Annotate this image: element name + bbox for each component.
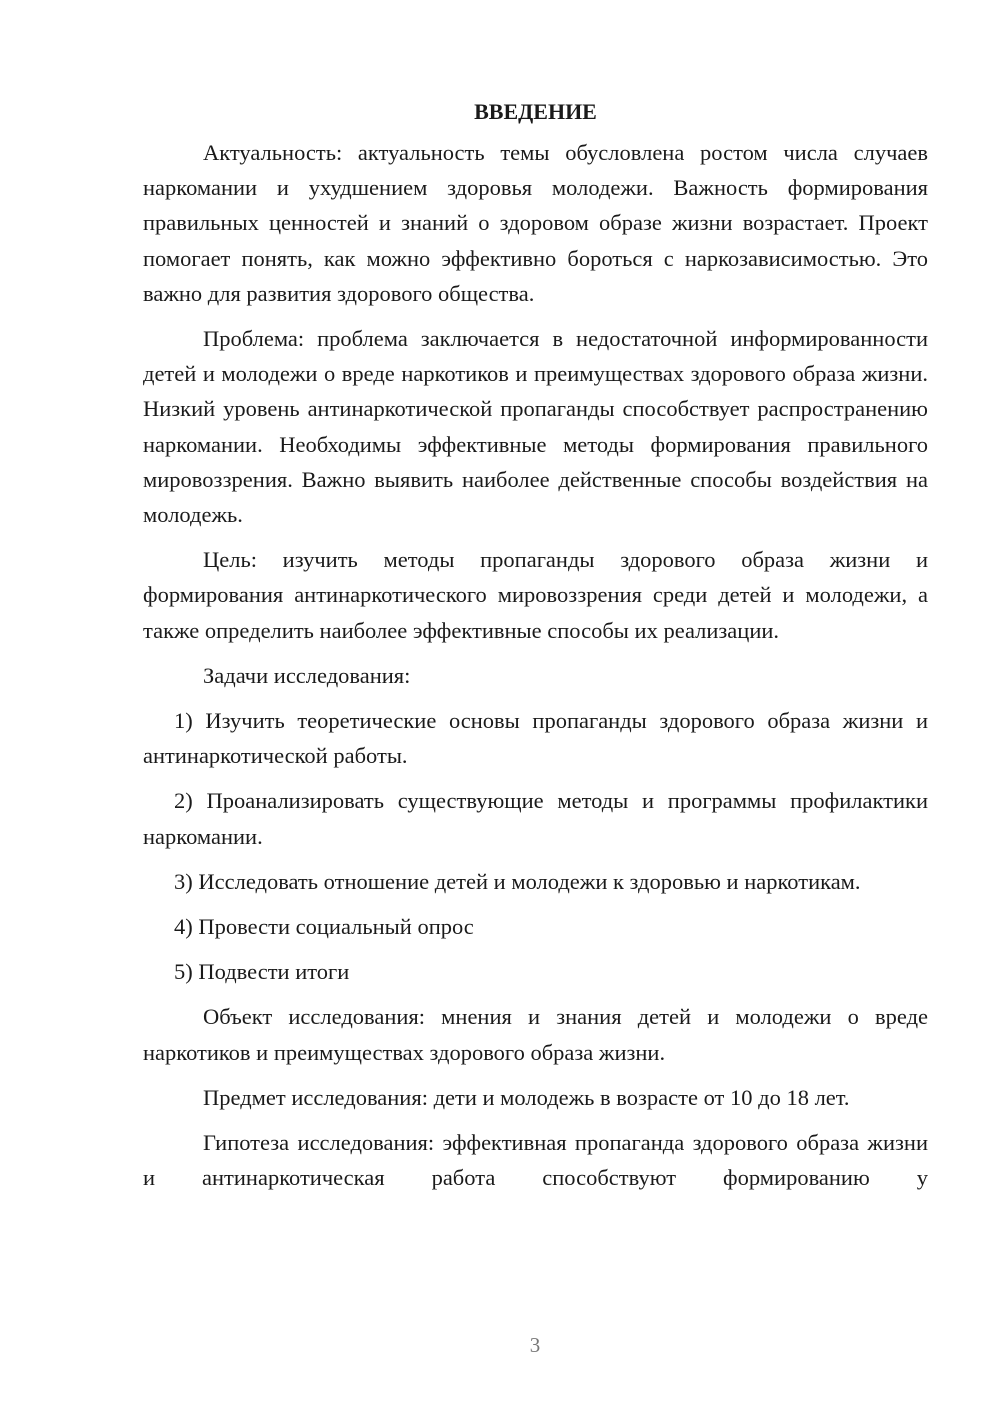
- page-number: 3: [529, 1333, 541, 1357]
- document-page: [143, 94, 928, 1195]
- hypothesis-paragraph: Гипотеза исследования: эффективная пропаганда здорового образа жизни и антинаркотическая работа способствуют формированию у: [143, 1130, 928, 1191]
- task-item-3: 3) Исследовать отношение детей и молодежи к здоровью и наркотикам.: [174, 868, 861, 894]
- subject-paragraph: Предмет исследования: дети и молодежь в возрасте от 10 до 18 лет.: [203, 1084, 850, 1110]
- task-item-2: 2) Проанализировать существующие методы и программы профилактики наркомании.: [143, 788, 928, 849]
- problem-paragraph: Проблема: проблема заключается в недостаточной информированности детей и молодежи о вреде наркотиков и преимуществах здорового образа жизни. Низкий уровень антинаркотической пропаганды способствует распространению наркомании. Необходимы эффективные методы формирования правильного мировоззрения. Важно выявить наиболее действенные способы воздействия на молодежь.: [143, 326, 928, 528]
- tasks-title: Задачи исследования:: [203, 662, 411, 688]
- object-paragraph: Объект исследования: мнения и знания детей и молодежи о вреде наркотиков и преимуществах здорового образа жизни.: [143, 1004, 928, 1065]
- task-item-5: 5) Подвести итоги: [174, 959, 350, 985]
- relevance-paragraph: Актуальность: актуальность темы обусловлена ростом числа случаев наркомании и ухудшением здоровья молодежи. Важность формирования правильных ценностей и знаний о здоровом образе жизни возрастает. Проект помогает понять, как можно эффективно бороться с наркозависимостью. Это важно для развития здорового общества.: [143, 140, 928, 306]
- section-heading: ВВЕДЕНИЕ: [474, 99, 597, 124]
- goal-paragraph: Цель: изучить методы пропаганды здорового образа жизни и формирования антинаркотического мировоззрения среди детей и молодежи, а также определить наиболее эффективные способы их реализации.: [143, 547, 928, 643]
- task-item-4: 4) Провести социальный опрос: [174, 914, 474, 940]
- task-item-1: 1) Изучить теоретические основы пропаганды здорового образа жизни и антинаркотической работы.: [143, 708, 928, 769]
